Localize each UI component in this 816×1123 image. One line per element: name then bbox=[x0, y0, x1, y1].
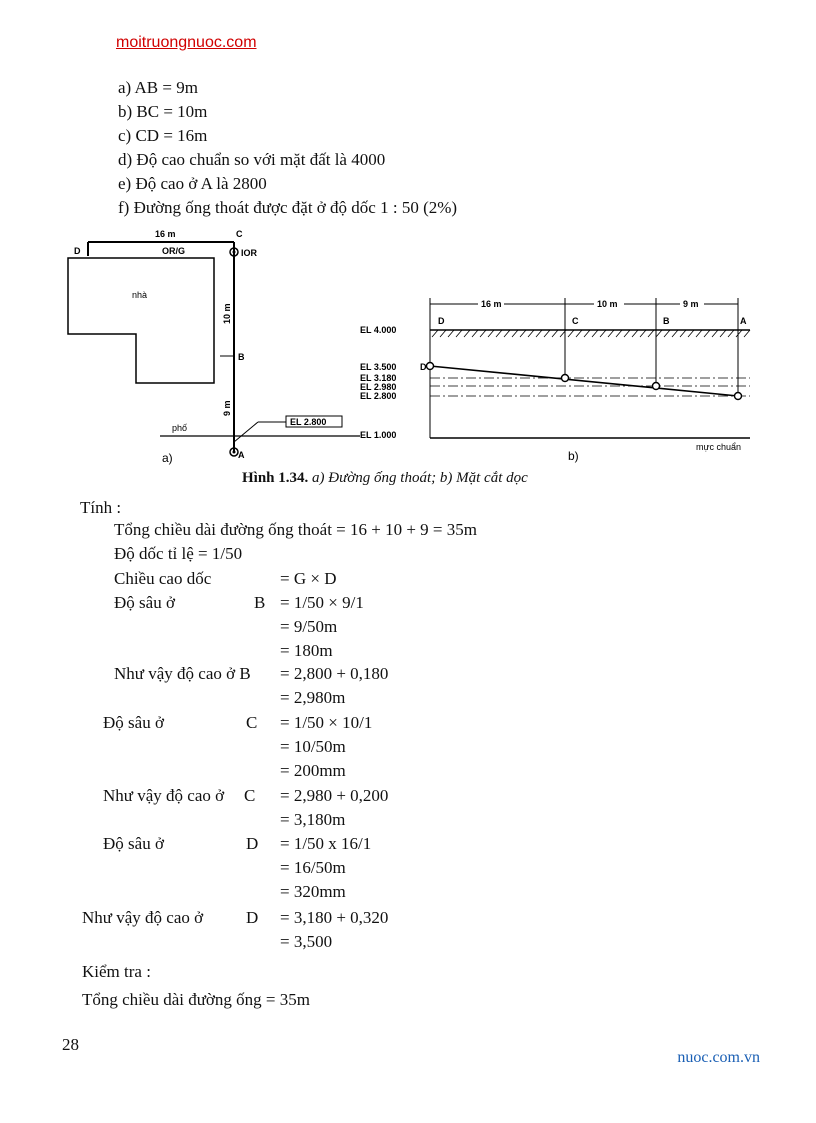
footer-site[interactable]: nuoc.com.vn bbox=[677, 1049, 760, 1066]
orig-label: OR/G bbox=[162, 246, 186, 256]
point-d-label: D bbox=[438, 316, 445, 326]
node-c bbox=[562, 375, 569, 382]
calc-total-length: Tổng chiều dài đường ống thoát = 16 + 10 + 9 = 35m bbox=[114, 520, 477, 539]
el-4000-label: EL 4.000 bbox=[360, 325, 397, 335]
datum-label: mực chuẩn bbox=[696, 442, 742, 452]
calc-depth-b-l3: = 180m bbox=[280, 641, 333, 660]
figure-b-sublabel: b) bbox=[568, 449, 579, 463]
figure-caption bbox=[242, 470, 528, 487]
calc-elev-c-l2: = 3,180m bbox=[280, 810, 346, 829]
street-label: phố bbox=[172, 423, 188, 433]
point-a-label: A bbox=[740, 316, 747, 326]
house-label: nhà bbox=[132, 290, 148, 300]
dim-16m-label: 16 m bbox=[155, 229, 176, 239]
point-b-label: B bbox=[663, 316, 670, 326]
dim-10m: 10 m bbox=[597, 299, 618, 309]
el-leader bbox=[234, 422, 258, 442]
point-d-side: D bbox=[420, 362, 427, 372]
point-b-label: B bbox=[238, 352, 245, 362]
calc-depth-d-pt: D bbox=[246, 834, 259, 853]
point-a-label: A bbox=[238, 450, 245, 460]
point-d-label: D bbox=[74, 246, 81, 256]
given-item: c) CD = 16m bbox=[118, 126, 208, 145]
given-item: a) AB = 9m bbox=[118, 78, 198, 97]
node-d bbox=[427, 363, 434, 370]
calc-depth-c-l1: = 1/50 × 10/1 bbox=[280, 713, 373, 732]
given-list bbox=[118, 76, 457, 220]
node-a bbox=[735, 393, 742, 400]
header-site-link[interactable]: moitruongnuoc.com bbox=[116, 34, 257, 51]
calc-depth-c-l2: = 10/50m bbox=[280, 737, 346, 756]
calc-depth-c-l3: = 200mm bbox=[280, 761, 346, 780]
dim-9m-label: 9 m bbox=[222, 400, 232, 416]
point-c-label: C bbox=[236, 229, 243, 239]
given-item: f) Đường ống thoát được đặt ở độ dốc 1 : 50 (2%) bbox=[118, 198, 458, 217]
node-b bbox=[653, 383, 660, 390]
caption-text: a) Đường ống thoát; b) Mặt cắt dọc bbox=[312, 470, 528, 486]
point-c-label: C bbox=[572, 316, 579, 326]
calc-slope: Độ dốc tỉ lệ = 1/50 bbox=[114, 544, 243, 563]
figure-b-section bbox=[358, 292, 758, 464]
calc-elev-c-l1: = 2,980 + 0,200 bbox=[280, 786, 389, 805]
dim-9m: 9 m bbox=[683, 299, 699, 309]
el-3180-label: EL 3.180 bbox=[360, 373, 397, 383]
calc-title: Tính : bbox=[80, 498, 122, 517]
ground-hatch bbox=[432, 330, 750, 337]
calc-elev-b-l2: = 2,980m bbox=[280, 688, 346, 707]
dim-16m: 16 m bbox=[481, 299, 502, 309]
calc-elev-d-pt: D bbox=[246, 908, 259, 927]
figure-a-sublabel: a) bbox=[162, 451, 173, 465]
ior-label: IOR bbox=[241, 248, 258, 258]
calc-depth-b-l1: = 1/50 × 9/1 bbox=[280, 593, 364, 612]
given-item: b) BC = 10m bbox=[118, 102, 208, 121]
calc-elev-b-label: Như vậy độ cao ở B bbox=[114, 664, 251, 683]
house-outline bbox=[68, 258, 214, 383]
calc-depth-d-l3: = 320mm bbox=[280, 882, 346, 901]
el-2980-label: EL 2.980 bbox=[360, 382, 397, 392]
calc-elev-d-l2: = 3,500 bbox=[280, 932, 333, 951]
calc-check: Kiểm tra : bbox=[82, 962, 151, 981]
calc-depth-b-pt: B bbox=[254, 593, 266, 612]
calc-elev-d-l1: = 3,180 + 0,320 bbox=[280, 908, 389, 927]
pipe-slope bbox=[430, 366, 738, 396]
calc-elev-c-pt: C bbox=[244, 786, 256, 805]
calc-depth-d-label: Độ sâu ở bbox=[103, 834, 164, 853]
given-item: d) Độ cao chuẩn so với mặt đất là 4000 bbox=[118, 150, 386, 169]
el-1000-label: EL 1.000 bbox=[360, 430, 397, 440]
calc-depth-b-label: Độ sâu ở bbox=[114, 593, 175, 612]
page-number: 28 bbox=[62, 1035, 79, 1054]
calc-depth-d-l2: = 16/50m bbox=[280, 858, 346, 877]
calc-depth-b-l2: = 9/50m bbox=[280, 617, 338, 636]
caption-number: Hình 1.34. bbox=[242, 470, 309, 486]
calc-height-eq: = G × D bbox=[280, 569, 337, 588]
figure-a-plan bbox=[60, 226, 360, 466]
given-item: e) Độ cao ở A là 2800 bbox=[118, 174, 267, 193]
calc-depth-d-l1: = 1/50 x 16/1 bbox=[280, 834, 372, 853]
calc-elev-c-label: Như vậy độ cao ở bbox=[103, 786, 225, 805]
dim-10m-label: 10 m bbox=[222, 303, 232, 324]
calc-depth-c-pt: C bbox=[246, 713, 258, 732]
calc-check-total: Tổng chiều dài đường ống = 35m bbox=[82, 990, 310, 1009]
el-2800-label: EL 2.800 bbox=[290, 417, 327, 427]
calc-depth-c-label: Độ sâu ở bbox=[103, 713, 164, 732]
calc-height-label: Chiều cao dốc bbox=[114, 569, 212, 588]
calc-elev-b-l1: = 2,800 + 0,180 bbox=[280, 664, 389, 683]
el-3500-label: EL 3.500 bbox=[360, 362, 397, 372]
el-2800-label: EL 2.800 bbox=[360, 391, 397, 401]
calc-elev-d-label: Như vậy độ cao ở bbox=[82, 908, 204, 927]
